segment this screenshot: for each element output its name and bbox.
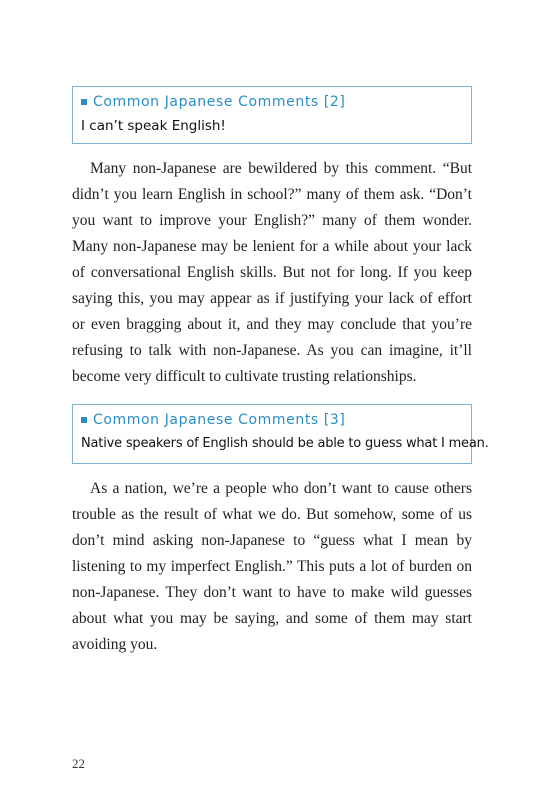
body-paragraph-2: As a nation, we’re a people who don’t want to cause others trouble as the result of what we do. But somehow, some of us don’t mind asking non-Japanese to “guess what I mean by listening to my imperfect English.” This puts a lot of burden on non-Japanese. They don’t want to have to make wild guesses about what you may be saying, and some of them may start avoiding you.: [72, 480, 472, 653]
comment-heading-text: Common Japanese Comments [3]: [93, 412, 346, 428]
comment-heading-3: [81, 411, 471, 429]
comment-quote-2: I can’t speak English!: [81, 118, 226, 134]
comment-heading-text: Common Japanese Comments [2]: [93, 94, 346, 110]
comment-heading-2: [81, 93, 471, 111]
comment-box-2: [72, 86, 472, 144]
square-bullet-icon: [81, 99, 87, 105]
body-paragraph-1: Many non-Japanese are bewildered by this comment. “But didn’t you learn English in school?” many of them ask. “Don’t you want to improve your English?” many of them wonder. Many non-Japanese may be lenient for a while about your lack of conversational English skills. But not for long. If you keep saying this, you may appear as if justifying your lack of effort or even bragging about it, and they may conclude that you’re refusing to talk with non-Japanese. As you can imagine, it’ll become very difficult to cultivate trusting relationships.: [72, 160, 472, 385]
comment-box-3: [72, 404, 489, 464]
square-bullet-icon: [81, 417, 87, 423]
page-number: 22: [72, 756, 85, 771]
comment-quote-3: Native speakers of English should be able to guess what I mean.: [81, 436, 489, 451]
